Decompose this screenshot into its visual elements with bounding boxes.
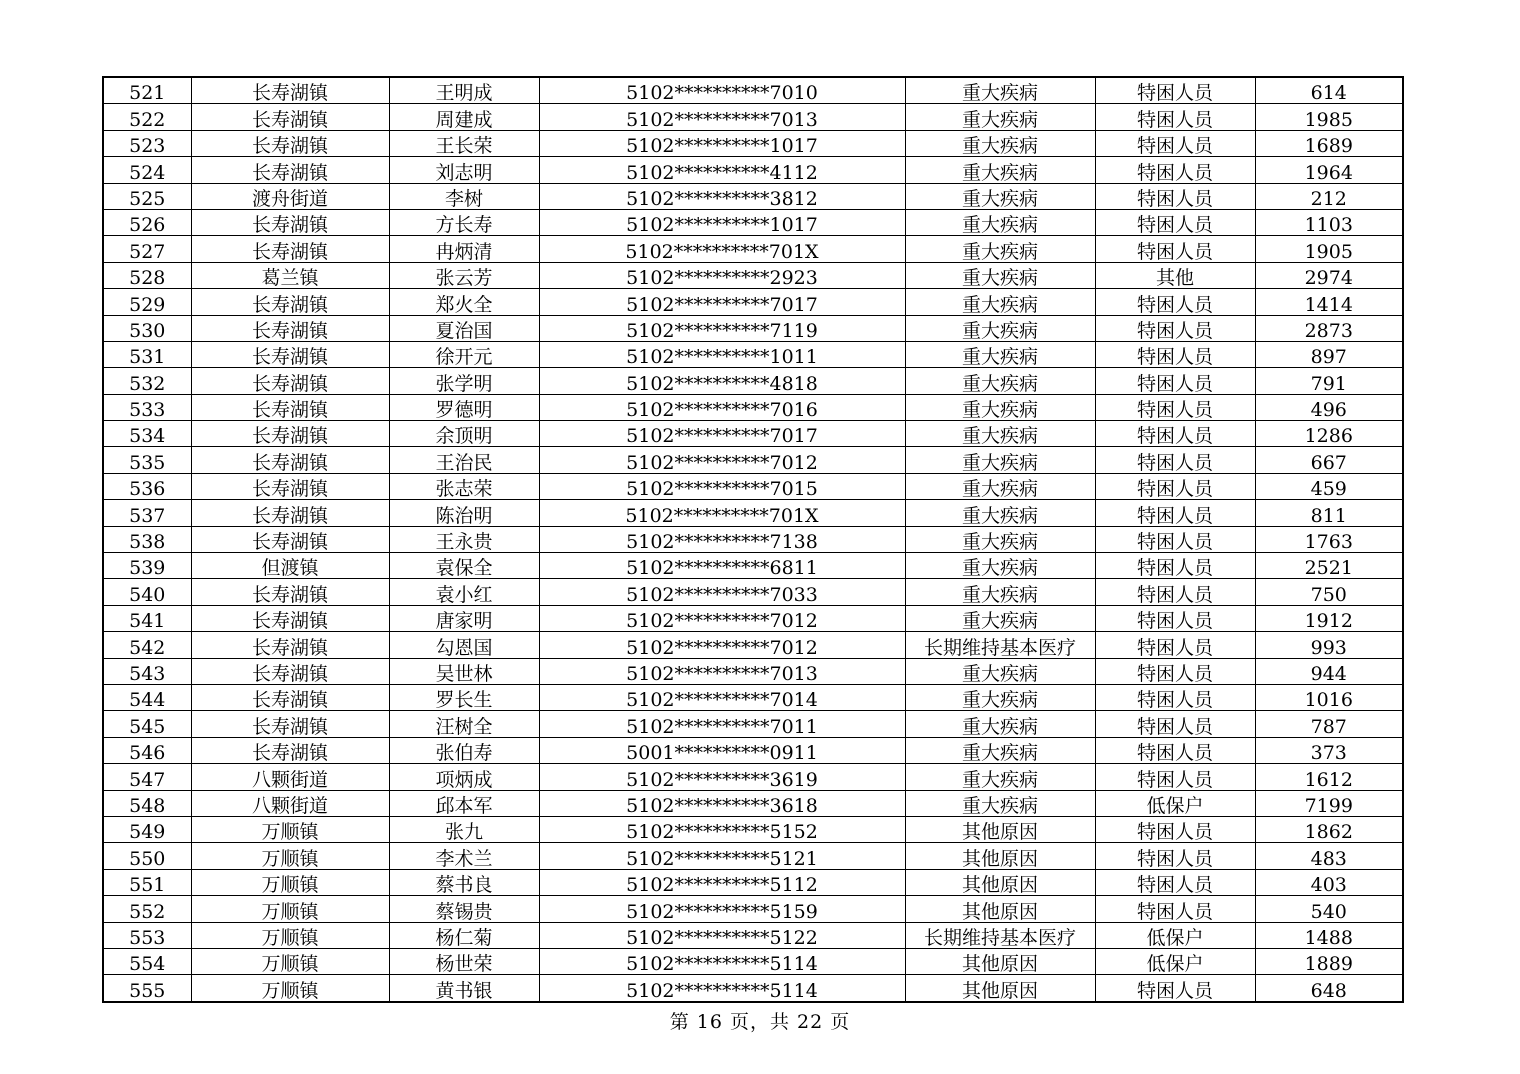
id-number-cell: 5102**********7015 bbox=[539, 473, 905, 499]
row-number-cell: 529 bbox=[103, 289, 191, 315]
id-number-cell: 5102**********1011 bbox=[539, 341, 905, 367]
amount-cell: 1964 bbox=[1255, 157, 1403, 183]
town-cell: 万顺镇 bbox=[191, 948, 389, 974]
amount-cell: 7199 bbox=[1255, 790, 1403, 816]
category-cell: 其他 bbox=[1095, 262, 1255, 288]
name-cell: 王长荣 bbox=[389, 130, 539, 156]
category-cell: 特困人员 bbox=[1095, 632, 1255, 658]
category-cell: 特困人员 bbox=[1095, 896, 1255, 922]
category-cell: 低保户 bbox=[1095, 790, 1255, 816]
reason-cell: 其他原因 bbox=[905, 816, 1095, 842]
reason-cell: 重大疾病 bbox=[905, 104, 1095, 130]
table-row bbox=[103, 658, 1403, 684]
name-cell: 夏治国 bbox=[389, 315, 539, 341]
table-row bbox=[103, 447, 1403, 473]
category-cell: 低保户 bbox=[1095, 922, 1255, 948]
amount-cell: 212 bbox=[1255, 183, 1403, 209]
reason-cell: 重大疾病 bbox=[905, 341, 1095, 367]
town-cell: 长寿湖镇 bbox=[191, 526, 389, 552]
table-row bbox=[103, 421, 1403, 447]
name-cell: 李树 bbox=[389, 183, 539, 209]
name-cell: 蔡锡贵 bbox=[389, 896, 539, 922]
amount-cell: 373 bbox=[1255, 737, 1403, 763]
town-cell: 长寿湖镇 bbox=[191, 500, 389, 526]
name-cell: 项炳成 bbox=[389, 764, 539, 790]
category-cell: 特困人员 bbox=[1095, 737, 1255, 763]
name-cell: 王治民 bbox=[389, 447, 539, 473]
amount-cell: 1488 bbox=[1255, 922, 1403, 948]
row-number-cell: 523 bbox=[103, 130, 191, 156]
amount-cell: 403 bbox=[1255, 869, 1403, 895]
table-row bbox=[103, 130, 1403, 156]
reason-cell: 重大疾病 bbox=[905, 77, 1095, 104]
category-cell: 特困人员 bbox=[1095, 526, 1255, 552]
table-row bbox=[103, 790, 1403, 816]
row-number-cell: 535 bbox=[103, 447, 191, 473]
records-table bbox=[102, 76, 1404, 1003]
category-cell: 特困人员 bbox=[1095, 579, 1255, 605]
name-cell: 蔡书良 bbox=[389, 869, 539, 895]
row-number-cell: 553 bbox=[103, 922, 191, 948]
table-row bbox=[103, 500, 1403, 526]
town-cell: 八颗街道 bbox=[191, 764, 389, 790]
town-cell: 长寿湖镇 bbox=[191, 711, 389, 737]
id-number-cell: 5102**********3812 bbox=[539, 183, 905, 209]
records-table-body bbox=[103, 77, 1403, 1002]
town-cell: 长寿湖镇 bbox=[191, 341, 389, 367]
table-row bbox=[103, 289, 1403, 315]
category-cell: 特困人员 bbox=[1095, 104, 1255, 130]
name-cell: 张九 bbox=[389, 816, 539, 842]
reason-cell: 重大疾病 bbox=[905, 421, 1095, 447]
category-cell: 特困人员 bbox=[1095, 289, 1255, 315]
id-number-cell: 5102**********2923 bbox=[539, 262, 905, 288]
table-row bbox=[103, 975, 1403, 1002]
row-number-cell: 534 bbox=[103, 421, 191, 447]
category-cell: 特困人员 bbox=[1095, 473, 1255, 499]
reason-cell: 重大疾病 bbox=[905, 553, 1095, 579]
name-cell: 唐家明 bbox=[389, 605, 539, 631]
id-number-cell: 5102**********7013 bbox=[539, 104, 905, 130]
name-cell: 吴世林 bbox=[389, 658, 539, 684]
amount-cell: 791 bbox=[1255, 368, 1403, 394]
reason-cell: 重大疾病 bbox=[905, 605, 1095, 631]
id-number-cell: 5001**********0911 bbox=[539, 737, 905, 763]
row-number-cell: 531 bbox=[103, 341, 191, 367]
town-cell: 长寿湖镇 bbox=[191, 473, 389, 499]
category-cell: 特困人员 bbox=[1095, 368, 1255, 394]
reason-cell: 重大疾病 bbox=[905, 579, 1095, 605]
row-number-cell: 548 bbox=[103, 790, 191, 816]
category-cell: 特困人员 bbox=[1095, 447, 1255, 473]
table-row bbox=[103, 816, 1403, 842]
id-number-cell: 5102**********5152 bbox=[539, 816, 905, 842]
row-number-cell: 540 bbox=[103, 579, 191, 605]
reason-cell: 重大疾病 bbox=[905, 236, 1095, 262]
town-cell: 长寿湖镇 bbox=[191, 737, 389, 763]
row-number-cell: 541 bbox=[103, 605, 191, 631]
id-number-cell: 5102**********4112 bbox=[539, 157, 905, 183]
page-footer: 第 16 页，共 22 页 bbox=[669, 1011, 851, 1033]
row-number-cell: 551 bbox=[103, 869, 191, 895]
row-number-cell: 544 bbox=[103, 684, 191, 710]
id-number-cell: 5102**********7011 bbox=[539, 711, 905, 737]
town-cell: 长寿湖镇 bbox=[191, 157, 389, 183]
name-cell: 刘志明 bbox=[389, 157, 539, 183]
id-number-cell: 5102**********7013 bbox=[539, 658, 905, 684]
name-cell: 黄书银 bbox=[389, 975, 539, 1002]
name-cell: 袁小红 bbox=[389, 579, 539, 605]
row-number-cell: 526 bbox=[103, 209, 191, 235]
row-number-cell: 554 bbox=[103, 948, 191, 974]
id-number-cell: 5102**********701X bbox=[539, 500, 905, 526]
reason-cell: 长期维持基本医疗 bbox=[905, 632, 1095, 658]
table-row bbox=[103, 922, 1403, 948]
amount-cell: 1862 bbox=[1255, 816, 1403, 842]
table-row bbox=[103, 368, 1403, 394]
amount-cell: 1286 bbox=[1255, 421, 1403, 447]
name-cell: 罗德明 bbox=[389, 394, 539, 420]
reason-cell: 重大疾病 bbox=[905, 183, 1095, 209]
table-row bbox=[103, 948, 1403, 974]
name-cell: 张志荣 bbox=[389, 473, 539, 499]
name-cell: 李术兰 bbox=[389, 843, 539, 869]
table-row bbox=[103, 104, 1403, 130]
category-cell: 特困人员 bbox=[1095, 711, 1255, 737]
name-cell: 张伯寿 bbox=[389, 737, 539, 763]
table-row bbox=[103, 183, 1403, 209]
town-cell: 长寿湖镇 bbox=[191, 130, 389, 156]
reason-cell: 其他原因 bbox=[905, 869, 1095, 895]
id-number-cell: 5102**********7017 bbox=[539, 289, 905, 315]
table-row bbox=[103, 737, 1403, 763]
reason-cell: 重大疾病 bbox=[905, 315, 1095, 341]
id-number-cell: 5102**********7014 bbox=[539, 684, 905, 710]
amount-cell: 483 bbox=[1255, 843, 1403, 869]
reason-cell: 重大疾病 bbox=[905, 289, 1095, 315]
reason-cell: 重大疾病 bbox=[905, 684, 1095, 710]
category-cell: 特困人员 bbox=[1095, 209, 1255, 235]
id-number-cell: 5102**********5159 bbox=[539, 896, 905, 922]
category-cell: 特困人员 bbox=[1095, 130, 1255, 156]
row-number-cell: 536 bbox=[103, 473, 191, 499]
town-cell: 万顺镇 bbox=[191, 896, 389, 922]
town-cell: 长寿湖镇 bbox=[191, 289, 389, 315]
town-cell: 长寿湖镇 bbox=[191, 605, 389, 631]
id-number-cell: 5102**********1017 bbox=[539, 130, 905, 156]
table-row bbox=[103, 262, 1403, 288]
town-cell: 长寿湖镇 bbox=[191, 315, 389, 341]
amount-cell: 1612 bbox=[1255, 764, 1403, 790]
category-cell: 特困人员 bbox=[1095, 764, 1255, 790]
row-number-cell: 528 bbox=[103, 262, 191, 288]
row-number-cell: 522 bbox=[103, 104, 191, 130]
name-cell: 冉炳清 bbox=[389, 236, 539, 262]
name-cell: 邱本军 bbox=[389, 790, 539, 816]
table-row bbox=[103, 553, 1403, 579]
category-cell: 特困人员 bbox=[1095, 843, 1255, 869]
amount-cell: 614 bbox=[1255, 77, 1403, 104]
id-number-cell: 5102**********3618 bbox=[539, 790, 905, 816]
id-number-cell: 5102**********7012 bbox=[539, 447, 905, 473]
town-cell: 但渡镇 bbox=[191, 553, 389, 579]
row-number-cell: 543 bbox=[103, 658, 191, 684]
amount-cell: 1889 bbox=[1255, 948, 1403, 974]
row-number-cell: 538 bbox=[103, 526, 191, 552]
row-number-cell: 552 bbox=[103, 896, 191, 922]
category-cell: 特困人员 bbox=[1095, 975, 1255, 1002]
table-row bbox=[103, 684, 1403, 710]
row-number-cell: 524 bbox=[103, 157, 191, 183]
id-number-cell: 5102**********5114 bbox=[539, 975, 905, 1002]
category-cell: 特困人员 bbox=[1095, 236, 1255, 262]
category-cell: 特困人员 bbox=[1095, 605, 1255, 631]
reason-cell: 其他原因 bbox=[905, 843, 1095, 869]
amount-cell: 1912 bbox=[1255, 605, 1403, 631]
table-row bbox=[103, 764, 1403, 790]
town-cell: 万顺镇 bbox=[191, 922, 389, 948]
category-cell: 特困人员 bbox=[1095, 684, 1255, 710]
table-row bbox=[103, 711, 1403, 737]
row-number-cell: 547 bbox=[103, 764, 191, 790]
category-cell: 特困人员 bbox=[1095, 816, 1255, 842]
id-number-cell: 5102**********7010 bbox=[539, 77, 905, 104]
reason-cell: 重大疾病 bbox=[905, 711, 1095, 737]
town-cell: 长寿湖镇 bbox=[191, 77, 389, 104]
row-number-cell: 546 bbox=[103, 737, 191, 763]
reason-cell: 重大疾病 bbox=[905, 262, 1095, 288]
id-number-cell: 5102**********7012 bbox=[539, 632, 905, 658]
reason-cell: 重大疾病 bbox=[905, 764, 1095, 790]
amount-cell: 1905 bbox=[1255, 236, 1403, 262]
id-number-cell: 5102**********1017 bbox=[539, 209, 905, 235]
reason-cell: 重大疾病 bbox=[905, 394, 1095, 420]
town-cell: 长寿湖镇 bbox=[191, 209, 389, 235]
amount-cell: 811 bbox=[1255, 500, 1403, 526]
reason-cell: 长期维持基本医疗 bbox=[905, 922, 1095, 948]
row-number-cell: 532 bbox=[103, 368, 191, 394]
category-cell: 特困人员 bbox=[1095, 869, 1255, 895]
category-cell: 特困人员 bbox=[1095, 157, 1255, 183]
row-number-cell: 527 bbox=[103, 236, 191, 262]
id-number-cell: 5102**********701X bbox=[539, 236, 905, 262]
reason-cell: 重大疾病 bbox=[905, 737, 1095, 763]
reason-cell: 重大疾病 bbox=[905, 157, 1095, 183]
name-cell: 杨仁菊 bbox=[389, 922, 539, 948]
id-number-cell: 5102**********3619 bbox=[539, 764, 905, 790]
town-cell: 万顺镇 bbox=[191, 975, 389, 1002]
amount-cell: 2974 bbox=[1255, 262, 1403, 288]
amount-cell: 648 bbox=[1255, 975, 1403, 1002]
name-cell: 杨世荣 bbox=[389, 948, 539, 974]
id-number-cell: 5102**********7033 bbox=[539, 579, 905, 605]
town-cell: 渡舟街道 bbox=[191, 183, 389, 209]
table-row bbox=[103, 473, 1403, 499]
id-number-cell: 5102**********7017 bbox=[539, 421, 905, 447]
amount-cell: 2873 bbox=[1255, 315, 1403, 341]
reason-cell: 重大疾病 bbox=[905, 473, 1095, 499]
name-cell: 余顶明 bbox=[389, 421, 539, 447]
row-number-cell: 521 bbox=[103, 77, 191, 104]
amount-cell: 1985 bbox=[1255, 104, 1403, 130]
row-number-cell: 533 bbox=[103, 394, 191, 420]
name-cell: 陈治明 bbox=[389, 500, 539, 526]
table-row bbox=[103, 77, 1403, 104]
row-number-cell: 530 bbox=[103, 315, 191, 341]
row-number-cell: 537 bbox=[103, 500, 191, 526]
row-number-cell: 545 bbox=[103, 711, 191, 737]
reason-cell: 其他原因 bbox=[905, 896, 1095, 922]
table-row bbox=[103, 341, 1403, 367]
name-cell: 徐开元 bbox=[389, 341, 539, 367]
name-cell: 王永贵 bbox=[389, 526, 539, 552]
town-cell: 万顺镇 bbox=[191, 816, 389, 842]
amount-cell: 2521 bbox=[1255, 553, 1403, 579]
row-number-cell: 525 bbox=[103, 183, 191, 209]
amount-cell: 787 bbox=[1255, 711, 1403, 737]
amount-cell: 1016 bbox=[1255, 684, 1403, 710]
table-row bbox=[103, 209, 1403, 235]
category-cell: 特困人员 bbox=[1095, 315, 1255, 341]
amount-cell: 540 bbox=[1255, 896, 1403, 922]
name-cell: 周建成 bbox=[389, 104, 539, 130]
name-cell: 罗长生 bbox=[389, 684, 539, 710]
name-cell: 张云芳 bbox=[389, 262, 539, 288]
name-cell: 王明成 bbox=[389, 77, 539, 104]
id-number-cell: 5102**********5121 bbox=[539, 843, 905, 869]
town-cell: 万顺镇 bbox=[191, 843, 389, 869]
reason-cell: 其他原因 bbox=[905, 948, 1095, 974]
town-cell: 长寿湖镇 bbox=[191, 447, 389, 473]
name-cell: 汪树全 bbox=[389, 711, 539, 737]
id-number-cell: 5102**********7119 bbox=[539, 315, 905, 341]
amount-cell: 750 bbox=[1255, 579, 1403, 605]
name-cell: 勾恩国 bbox=[389, 632, 539, 658]
reason-cell: 重大疾病 bbox=[905, 790, 1095, 816]
table-row bbox=[103, 315, 1403, 341]
table-row bbox=[103, 896, 1403, 922]
town-cell: 长寿湖镇 bbox=[191, 236, 389, 262]
name-cell: 张学明 bbox=[389, 368, 539, 394]
town-cell: 长寿湖镇 bbox=[191, 421, 389, 447]
town-cell: 长寿湖镇 bbox=[191, 658, 389, 684]
reason-cell: 重大疾病 bbox=[905, 368, 1095, 394]
table-row bbox=[103, 605, 1403, 631]
name-cell: 郑火全 bbox=[389, 289, 539, 315]
town-cell: 长寿湖镇 bbox=[191, 368, 389, 394]
category-cell: 特困人员 bbox=[1095, 553, 1255, 579]
category-cell: 特困人员 bbox=[1095, 341, 1255, 367]
reason-cell: 重大疾病 bbox=[905, 447, 1095, 473]
category-cell: 特困人员 bbox=[1095, 183, 1255, 209]
id-number-cell: 5102**********7016 bbox=[539, 394, 905, 420]
reason-cell: 其他原因 bbox=[905, 975, 1095, 1002]
table-row bbox=[103, 394, 1403, 420]
table-row bbox=[103, 632, 1403, 658]
reason-cell: 重大疾病 bbox=[905, 526, 1095, 552]
reason-cell: 重大疾病 bbox=[905, 130, 1095, 156]
amount-cell: 944 bbox=[1255, 658, 1403, 684]
table-row bbox=[103, 236, 1403, 262]
name-cell: 袁保全 bbox=[389, 553, 539, 579]
id-number-cell: 5102**********6811 bbox=[539, 553, 905, 579]
town-cell: 长寿湖镇 bbox=[191, 632, 389, 658]
table-row bbox=[103, 843, 1403, 869]
amount-cell: 993 bbox=[1255, 632, 1403, 658]
category-cell: 特困人员 bbox=[1095, 658, 1255, 684]
amount-cell: 667 bbox=[1255, 447, 1403, 473]
row-number-cell: 539 bbox=[103, 553, 191, 579]
town-cell: 长寿湖镇 bbox=[191, 104, 389, 130]
row-number-cell: 549 bbox=[103, 816, 191, 842]
table-row bbox=[103, 869, 1403, 895]
town-cell: 长寿湖镇 bbox=[191, 579, 389, 605]
reason-cell: 重大疾病 bbox=[905, 658, 1095, 684]
id-number-cell: 5102**********5112 bbox=[539, 869, 905, 895]
table-row bbox=[103, 579, 1403, 605]
id-number-cell: 5102**********7138 bbox=[539, 526, 905, 552]
amount-cell: 1689 bbox=[1255, 130, 1403, 156]
town-cell: 长寿湖镇 bbox=[191, 684, 389, 710]
name-cell: 方长寿 bbox=[389, 209, 539, 235]
town-cell: 万顺镇 bbox=[191, 869, 389, 895]
amount-cell: 1763 bbox=[1255, 526, 1403, 552]
amount-cell: 1414 bbox=[1255, 289, 1403, 315]
reason-cell: 重大疾病 bbox=[905, 209, 1095, 235]
row-number-cell: 550 bbox=[103, 843, 191, 869]
id-number-cell: 5102**********5122 bbox=[539, 922, 905, 948]
reason-cell: 重大疾病 bbox=[905, 500, 1095, 526]
id-number-cell: 5102**********4818 bbox=[539, 368, 905, 394]
amount-cell: 1103 bbox=[1255, 209, 1403, 235]
amount-cell: 496 bbox=[1255, 394, 1403, 420]
category-cell: 特困人员 bbox=[1095, 421, 1255, 447]
category-cell: 低保户 bbox=[1095, 948, 1255, 974]
category-cell: 特困人员 bbox=[1095, 77, 1255, 104]
town-cell: 长寿湖镇 bbox=[191, 394, 389, 420]
id-number-cell: 5102**********7012 bbox=[539, 605, 905, 631]
table-row bbox=[103, 157, 1403, 183]
row-number-cell: 542 bbox=[103, 632, 191, 658]
amount-cell: 897 bbox=[1255, 341, 1403, 367]
id-number-cell: 5102**********5114 bbox=[539, 948, 905, 974]
category-cell: 特困人员 bbox=[1095, 394, 1255, 420]
table-row bbox=[103, 526, 1403, 552]
category-cell: 特困人员 bbox=[1095, 500, 1255, 526]
amount-cell: 459 bbox=[1255, 473, 1403, 499]
row-number-cell: 555 bbox=[103, 975, 191, 1002]
town-cell: 葛兰镇 bbox=[191, 262, 389, 288]
town-cell: 八颗街道 bbox=[191, 790, 389, 816]
